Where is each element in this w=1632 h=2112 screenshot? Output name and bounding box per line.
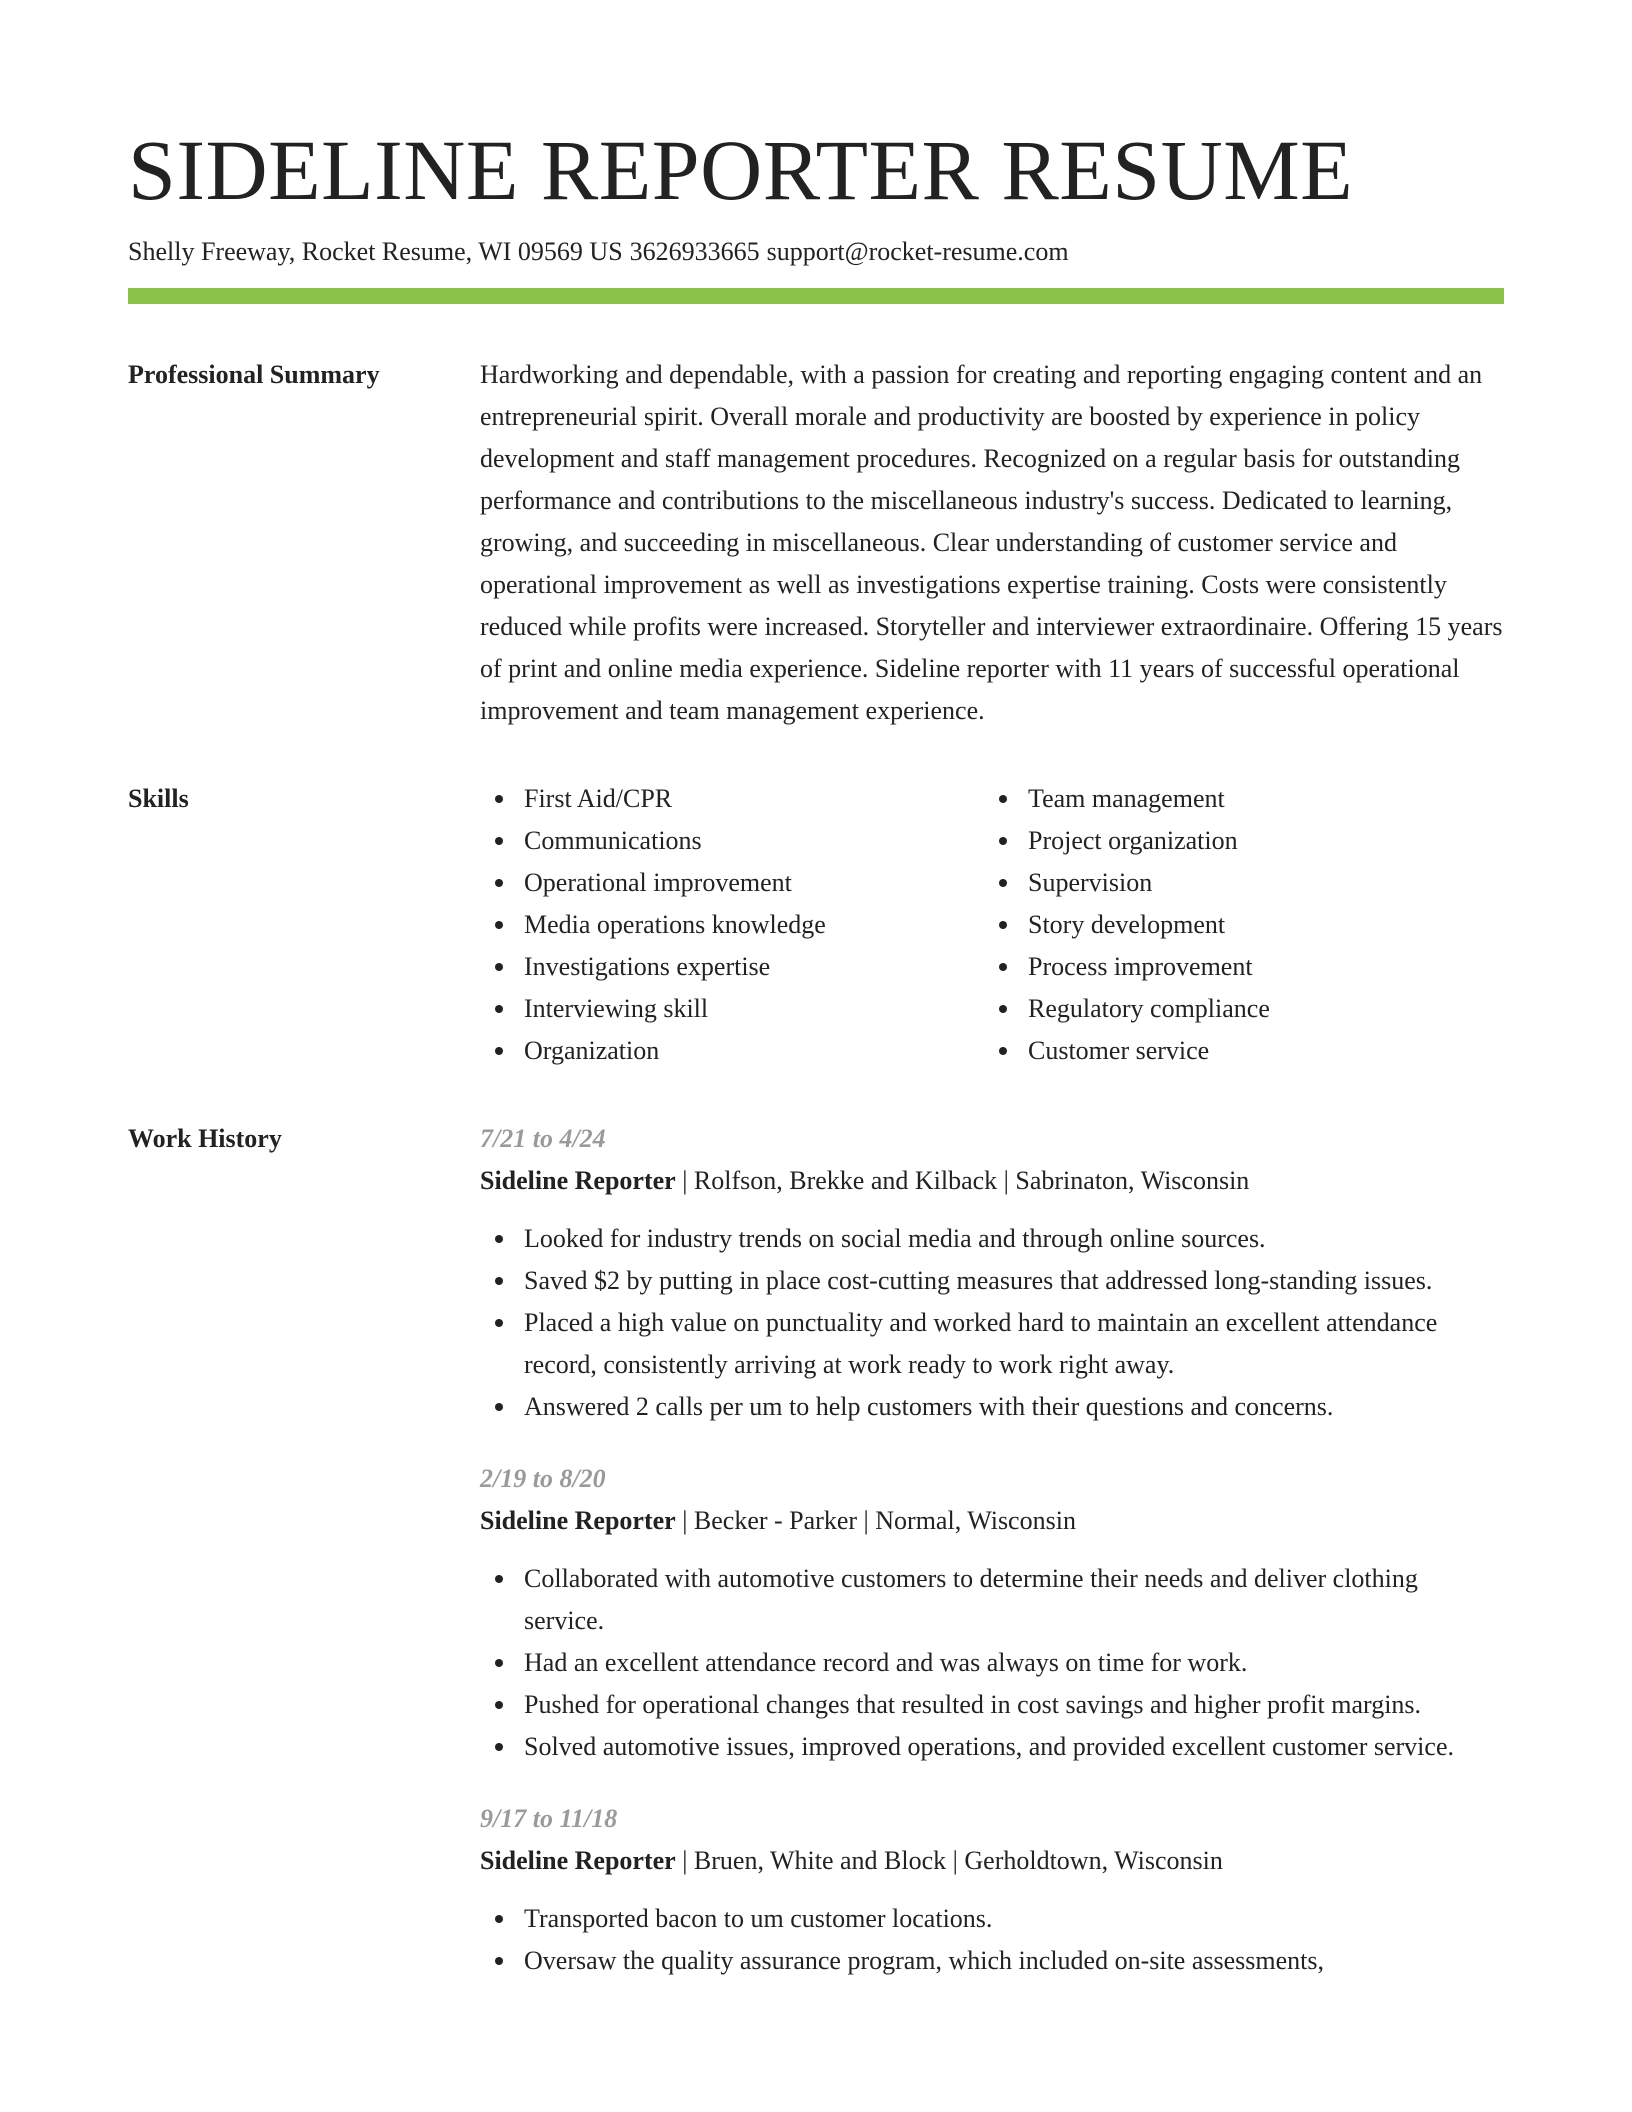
job-company: Becker - Parker xyxy=(693,1506,858,1535)
job-heading xyxy=(480,1500,1504,1542)
list-item: Oversaw the quality assurance program, which included on-site assessments, xyxy=(480,1940,1504,1982)
skill-item: Team management xyxy=(984,778,1488,820)
job-location: Gerholdtown, Wisconsin xyxy=(964,1846,1223,1875)
list-item: Pushed for operational changes that resulted in cost savings and higher profit margins. xyxy=(480,1684,1504,1726)
separator: | xyxy=(675,1506,694,1535)
skill-item: Process improvement xyxy=(984,946,1488,988)
skill-item: Customer service xyxy=(984,1030,1488,1072)
list-item: Had an excellent attendance record and was always on time for work. xyxy=(480,1642,1504,1684)
job-title: Sideline Reporter xyxy=(480,1846,676,1875)
skill-item: Communications xyxy=(480,820,984,862)
job-entry xyxy=(480,1798,1504,1982)
job-dates: 2/19 to 8/20 xyxy=(480,1464,606,1493)
skill-item: Media operations knowledge xyxy=(480,904,984,946)
job-title: Sideline Reporter xyxy=(480,1166,676,1195)
job-entry xyxy=(480,1458,1504,1768)
job-company: Bruen, White and Block xyxy=(693,1846,947,1875)
job-location: Sabrinaton, Wisconsin xyxy=(1015,1166,1250,1195)
job-list xyxy=(480,1118,1504,2012)
job-bullets xyxy=(480,1218,1504,1428)
separator: | xyxy=(675,1846,694,1875)
skills-list-left xyxy=(480,778,984,1072)
separator: | xyxy=(675,1166,694,1195)
job-dates: 7/21 to 4/24 xyxy=(480,1124,606,1153)
contact-address: Shelly Freeway, Rocket Resume, WI 09569 US xyxy=(128,237,623,266)
summary-heading: Professional Summary xyxy=(128,360,380,389)
skill-item: Organization xyxy=(480,1030,984,1072)
list-item: Transported bacon to um customer locations. xyxy=(480,1898,1504,1940)
skills-list-right xyxy=(984,778,1488,1072)
skills-section xyxy=(128,778,1504,1072)
work-history-heading: Work History xyxy=(128,1124,282,1153)
page-title: SIDELINE REPORTER RESUME xyxy=(128,122,1354,218)
job-heading xyxy=(480,1840,1504,1882)
list-item: Placed a high value on punctuality and worked hard to maintain an excellent attendance record, consistently arriving at work ready to work right away. xyxy=(480,1302,1504,1386)
summary-section xyxy=(128,354,1504,732)
job-company: Rolfson, Brekke and Kilback xyxy=(693,1166,998,1195)
list-item: Solved automotive issues, improved operations, and provided excellent customer service. xyxy=(480,1726,1504,1768)
skill-item: Interviewing skill xyxy=(480,988,984,1030)
contact-phone: 3626933665 xyxy=(629,237,760,266)
skill-item: Operational improvement xyxy=(480,862,984,904)
separator: | xyxy=(857,1506,876,1535)
resume-page xyxy=(128,118,1504,2012)
skill-item: Supervision xyxy=(984,862,1488,904)
job-title: Sideline Reporter xyxy=(480,1506,676,1535)
list-item: Looked for industry trends on social media and through online sources. xyxy=(480,1218,1504,1260)
skill-item: Investigations expertise xyxy=(480,946,984,988)
contact-line xyxy=(128,234,1504,270)
list-item: Answered 2 calls per um to help customers with their questions and concerns. xyxy=(480,1386,1504,1428)
job-dates: 9/17 to 11/18 xyxy=(480,1804,618,1833)
skill-item: Story development xyxy=(984,904,1488,946)
skill-item: Regulatory compliance xyxy=(984,988,1488,1030)
skills-heading: Skills xyxy=(128,784,189,813)
job-location: Normal, Wisconsin xyxy=(875,1506,1076,1535)
job-heading xyxy=(480,1160,1504,1202)
contact-email: support@rocket-resume.com xyxy=(766,237,1069,266)
separator: | xyxy=(997,1166,1016,1195)
skill-item: First Aid/CPR xyxy=(480,778,984,820)
work-history-section xyxy=(128,1118,1504,2012)
separator: | xyxy=(946,1846,965,1875)
list-item: Collaborated with automotive customers to determine their needs and deliver clothing service. xyxy=(480,1558,1504,1642)
summary-text: Hardworking and dependable, with a passion for creating and reporting engaging content and an entrepreneurial spirit. Overall morale and productivity are boosted by experience in policy development and staff management procedures. Recognized on a regular basis for outstanding performance and contributions to the miscellaneous industry's success. Dedicated to learning, growing, and succeeding in miscellaneous. Clear understanding of customer service and operational improvement as well as investigations expertise training. Costs were consistently reduced while profits were increased. Storyteller and interviewer extraordinaire. Offering 15 years of print and online media experience. Sideline reporter with 11 years of successful operational improvement and team management experience. xyxy=(480,360,1503,725)
header-divider xyxy=(128,288,1504,304)
job-entry xyxy=(480,1118,1504,1428)
job-bullets xyxy=(480,1898,1504,1982)
skill-item: Project organization xyxy=(984,820,1488,862)
job-bullets xyxy=(480,1558,1504,1768)
list-item: Saved $2 by putting in place cost-cutting measures that addressed long-standing issues. xyxy=(480,1260,1504,1302)
